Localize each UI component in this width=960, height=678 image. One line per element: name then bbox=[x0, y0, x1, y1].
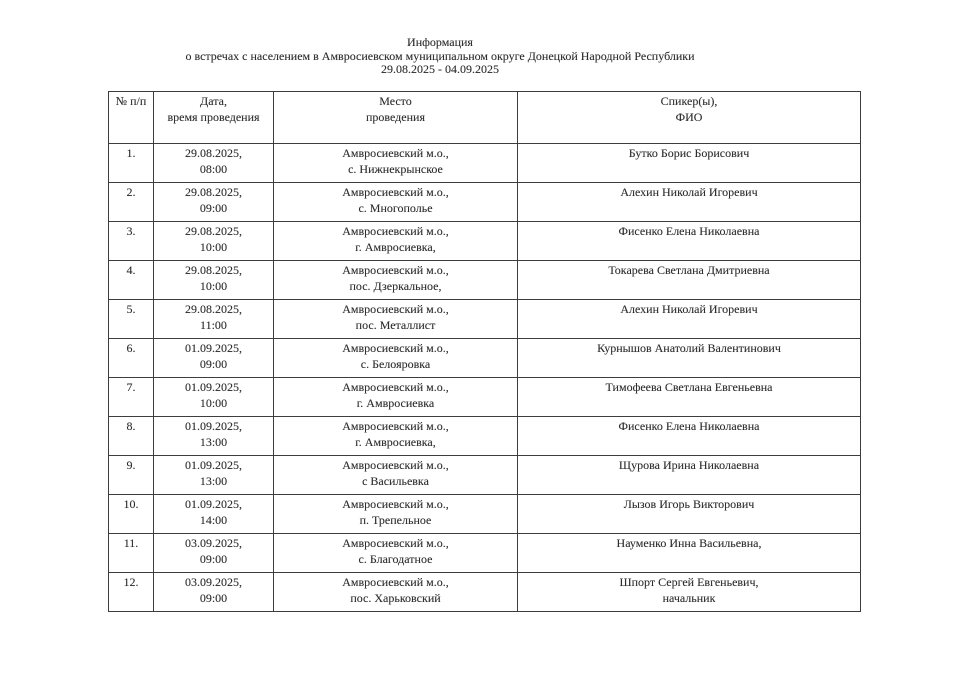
speaker-name: Щурова Ирина Николаевна bbox=[618, 458, 760, 472]
place-line-1: Амвросиевский м.о., bbox=[342, 536, 449, 550]
row-number: 8. bbox=[126, 419, 136, 433]
time-value: 11:00 bbox=[200, 317, 227, 332]
place-cell bbox=[274, 339, 518, 378]
place-line-2: г. Амвросиевка, bbox=[355, 239, 436, 254]
place-line-2: с. Нижнекрынское bbox=[348, 161, 443, 176]
time-value: 09:00 bbox=[199, 356, 228, 371]
place-line-2: пос. Харьковский bbox=[350, 590, 441, 605]
row-number: 10. bbox=[123, 497, 139, 511]
speaker-cell bbox=[518, 573, 861, 612]
title-line-2: о встречах с населением в Амвросиевском муниципальном округе Донецкой Народной Республики bbox=[185, 48, 695, 63]
table-row bbox=[109, 222, 861, 261]
table-row bbox=[109, 378, 861, 417]
place-line-1: Амвросиевский м.о., bbox=[342, 263, 449, 277]
place-line-2: г. Амвросиевка bbox=[356, 395, 435, 410]
header-date-line-1: Дата, bbox=[200, 94, 227, 108]
place-line-2: с. Благодатное bbox=[358, 551, 433, 566]
table-row bbox=[109, 573, 861, 612]
date-value: 29.08.2025, bbox=[185, 224, 242, 238]
header-place-line-1: Место bbox=[379, 94, 412, 108]
time-value: 10:00 bbox=[199, 239, 228, 254]
date-value: 29.08.2025, bbox=[185, 263, 242, 277]
place-cell bbox=[274, 534, 518, 573]
speaker-cell bbox=[518, 144, 861, 183]
speaker-cell bbox=[518, 417, 861, 456]
place-line-2: пос. Металлист bbox=[355, 317, 436, 332]
place-cell bbox=[274, 456, 518, 495]
place-line-1: Амвросиевский м.о., bbox=[342, 575, 449, 589]
row-number-cell bbox=[109, 417, 154, 456]
date-cell bbox=[154, 144, 274, 183]
date-value: 03.09.2025, bbox=[185, 575, 242, 589]
date-value: 29.08.2025, bbox=[185, 146, 242, 160]
row-number: 11. bbox=[123, 536, 139, 550]
speaker-name: Науменко Инна Васильевна, bbox=[616, 536, 762, 550]
row-number: 3. bbox=[126, 224, 136, 238]
speaker-cell bbox=[518, 183, 861, 222]
header-place-line-2: проведения bbox=[366, 109, 425, 124]
place-line-2: пос. Дзеркальное, bbox=[349, 278, 442, 293]
place-cell bbox=[274, 144, 518, 183]
date-value: 01.09.2025, bbox=[185, 341, 242, 355]
speaker-cell bbox=[518, 222, 861, 261]
place-cell bbox=[274, 495, 518, 534]
date-value: 01.09.2025, bbox=[185, 419, 242, 433]
place-line-1: Амвросиевский м.о., bbox=[342, 419, 449, 433]
place-cell bbox=[274, 183, 518, 222]
date-value: 01.09.2025, bbox=[185, 380, 242, 394]
time-value: 09:00 bbox=[199, 200, 228, 215]
place-line-1: Амвросиевский м.о., bbox=[342, 341, 449, 355]
row-number-cell bbox=[109, 183, 154, 222]
date-value: 29.08.2025, bbox=[185, 185, 242, 199]
speaker-cell bbox=[518, 261, 861, 300]
date-cell bbox=[154, 261, 274, 300]
speaker-name: Бутко Борис Борисович bbox=[628, 146, 750, 160]
date-cell bbox=[154, 456, 274, 495]
place-cell bbox=[274, 261, 518, 300]
row-number: 5. bbox=[126, 302, 136, 316]
place-line-2: г. Амвросиевка, bbox=[355, 434, 436, 449]
time-value: 14:00 bbox=[199, 512, 228, 527]
row-number-cell bbox=[109, 300, 154, 339]
row-number: 9. bbox=[126, 458, 136, 472]
table-header bbox=[109, 92, 861, 144]
place-line-2: п. Трепельное bbox=[359, 512, 432, 527]
time-value: 09:00 bbox=[199, 590, 228, 605]
time-value: 13:00 bbox=[199, 473, 228, 488]
row-number: 4. bbox=[126, 263, 136, 277]
table-body bbox=[109, 144, 861, 612]
table-row bbox=[109, 144, 861, 183]
header-date bbox=[154, 92, 274, 144]
time-value: 10:00 bbox=[199, 278, 228, 293]
date-cell bbox=[154, 222, 274, 261]
place-line-1: Амвросиевский м.о., bbox=[342, 302, 449, 316]
header-speaker-line-1: Спикер(ы), bbox=[660, 94, 718, 108]
row-number-cell bbox=[109, 222, 154, 261]
row-number-cell bbox=[109, 534, 154, 573]
table-row bbox=[109, 417, 861, 456]
speaker-role: начальник bbox=[662, 590, 716, 605]
header-date-line-2: время проведения bbox=[167, 109, 260, 124]
header-row bbox=[109, 92, 861, 144]
speaker-cell bbox=[518, 495, 861, 534]
speaker-name: Алехин Николай Игоревич bbox=[620, 185, 758, 199]
speaker-cell bbox=[518, 300, 861, 339]
date-cell bbox=[154, 183, 274, 222]
speaker-cell bbox=[518, 534, 861, 573]
date-value: 01.09.2025, bbox=[185, 497, 242, 511]
date-cell bbox=[154, 534, 274, 573]
place-line-1: Амвросиевский м.о., bbox=[342, 497, 449, 511]
row-number-cell bbox=[109, 144, 154, 183]
header-place bbox=[274, 92, 518, 144]
date-value: 29.08.2025, bbox=[185, 302, 242, 316]
speaker-name: Лызов Игорь Викторович bbox=[623, 497, 755, 511]
row-number-cell bbox=[109, 573, 154, 612]
place-line-1: Амвросиевский м.о., bbox=[342, 185, 449, 199]
place-line-1: Амвросиевский м.о., bbox=[342, 380, 449, 394]
row-number-cell bbox=[109, 456, 154, 495]
time-value: 13:00 bbox=[199, 434, 228, 449]
date-value: 01.09.2025, bbox=[185, 458, 242, 472]
row-number-cell bbox=[109, 339, 154, 378]
time-value: 08:00 bbox=[199, 161, 228, 176]
speaker-name: Курнышов Анатолий Валентинович bbox=[597, 341, 781, 355]
header-speaker-line-2: ФИО bbox=[675, 109, 703, 124]
row-number: 12. bbox=[123, 575, 139, 589]
meetings-table bbox=[108, 91, 861, 612]
title-line-3: 29.08.2025 - 04.09.2025 bbox=[381, 62, 499, 76]
place-cell bbox=[274, 300, 518, 339]
table-row bbox=[109, 534, 861, 573]
row-number-cell bbox=[109, 495, 154, 534]
place-line-1: Амвросиевский м.о., bbox=[342, 224, 449, 238]
speaker-cell bbox=[518, 378, 861, 417]
speaker-name: Шпорт Сергей Евгеньевич, bbox=[619, 575, 759, 589]
table-row bbox=[109, 300, 861, 339]
place-cell bbox=[274, 573, 518, 612]
table-row bbox=[109, 456, 861, 495]
row-number-cell bbox=[109, 378, 154, 417]
row-number: 1. bbox=[126, 146, 136, 160]
table-row bbox=[109, 183, 861, 222]
date-cell bbox=[154, 495, 274, 534]
date-cell bbox=[154, 417, 274, 456]
speaker-name: Алехин Николай Игоревич bbox=[620, 302, 758, 316]
place-line-2: с. Белояровка bbox=[360, 356, 431, 371]
date-cell bbox=[154, 339, 274, 378]
table-row bbox=[109, 339, 861, 378]
place-line-1: Амвросиевский м.о., bbox=[342, 458, 449, 472]
place-cell bbox=[274, 222, 518, 261]
speaker-name: Фисенко Елена Николаевна bbox=[618, 419, 760, 433]
place-line-2: с Васильевка bbox=[362, 473, 429, 488]
time-value: 10:00 bbox=[199, 395, 228, 410]
document-title bbox=[0, 36, 880, 77]
speaker-name: Фисенко Елена Николаевна bbox=[618, 224, 760, 238]
table-row bbox=[109, 495, 861, 534]
header-number-label: № п/п bbox=[115, 94, 147, 108]
header-speaker bbox=[518, 92, 861, 144]
time-value: 09:00 bbox=[199, 551, 228, 566]
speaker-name: Токарева Светлана Дмитриевна bbox=[608, 263, 770, 277]
speaker-cell bbox=[518, 456, 861, 495]
date-cell bbox=[154, 378, 274, 417]
row-number: 2. bbox=[126, 185, 136, 199]
title-line-1: Информация bbox=[407, 35, 473, 49]
date-value: 03.09.2025, bbox=[185, 536, 242, 550]
date-cell bbox=[154, 300, 274, 339]
table-row bbox=[109, 261, 861, 300]
speaker-name: Тимофеева Светлана Евгеньевна bbox=[605, 380, 773, 394]
place-cell bbox=[274, 378, 518, 417]
row-number: 7. bbox=[126, 380, 136, 394]
place-cell bbox=[274, 417, 518, 456]
date-cell bbox=[154, 573, 274, 612]
speaker-cell bbox=[518, 339, 861, 378]
header-number bbox=[109, 92, 154, 144]
place-line-2: с. Многополье bbox=[358, 200, 433, 215]
row-number: 6. bbox=[126, 341, 136, 355]
place-line-1: Амвросиевский м.о., bbox=[342, 146, 449, 160]
row-number-cell bbox=[109, 261, 154, 300]
